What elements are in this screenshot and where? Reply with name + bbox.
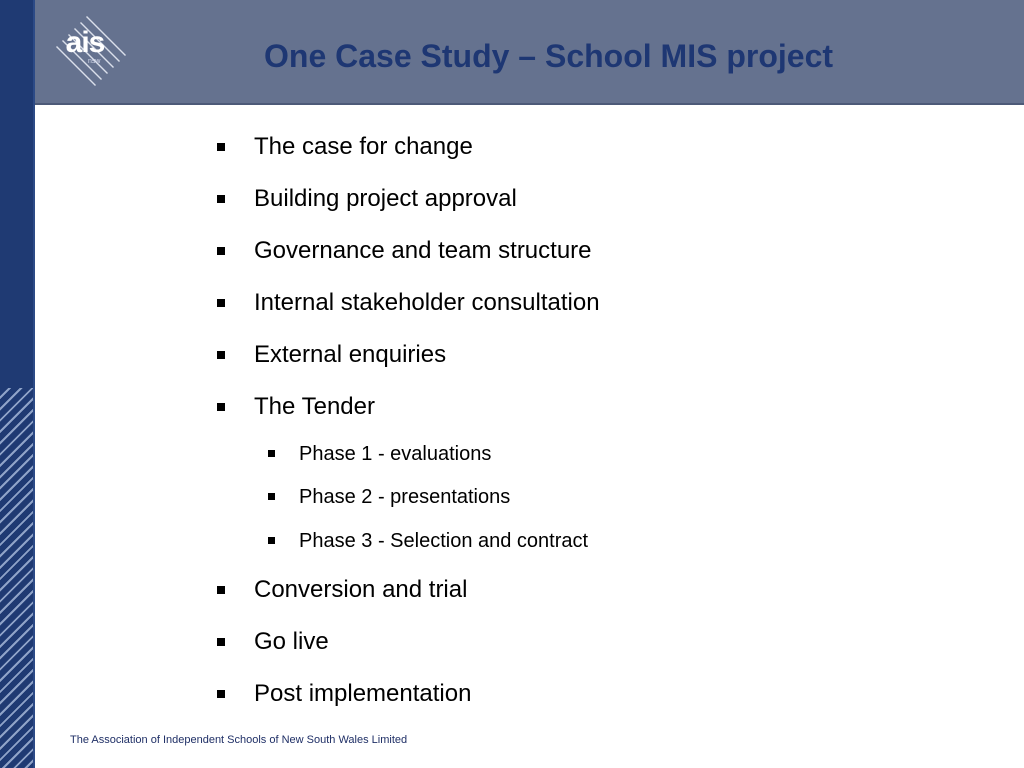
bullet-text: Phase 1 - evaluations [299, 443, 492, 465]
left-bar-stripes [0, 388, 35, 768]
left-accent-bar [0, 0, 35, 768]
sub-bullet-item-phase-2 [299, 484, 510, 510]
square-bullet-icon [217, 403, 225, 411]
bullet-text: Governance and team structure [254, 237, 592, 264]
sub-bullet-item-phase-3 [299, 528, 588, 554]
square-bullet-icon [217, 143, 225, 151]
bullet-text: Internal stakeholder consultation [254, 289, 600, 316]
square-bullet-icon [217, 247, 225, 255]
bullet-item-tender [254, 392, 375, 422]
bullet-item-conversion-trial [254, 575, 467, 605]
bullet-item-go-live [254, 627, 329, 657]
sub-bullet-item-phase-1 [299, 441, 491, 467]
square-bullet-icon [268, 450, 275, 457]
bullet-text: External enquiries [254, 341, 447, 368]
slide-title: One Case Study – School MIS project [264, 38, 834, 74]
square-bullet-icon [268, 493, 275, 500]
square-bullet-icon [217, 690, 225, 698]
header-divider [35, 103, 1024, 105]
bullet-text: Post implementation [254, 680, 472, 707]
square-bullet-icon [268, 537, 275, 544]
footer-organization-name: The Association of Independent Schools of New South Wales Limited [70, 734, 408, 746]
logo-text: ais [65, 26, 105, 59]
square-bullet-icon [217, 195, 225, 203]
logo-subtext: nsw [88, 58, 101, 65]
left-bar-edge [33, 0, 35, 768]
square-bullet-icon [217, 586, 225, 594]
bullet-text: Conversion and trial [254, 576, 468, 603]
bullet-item-project-approval [254, 184, 517, 214]
square-bullet-icon [217, 299, 225, 307]
bullet-item-stakeholder-consultation [254, 288, 600, 318]
bullet-item-case-for-change [254, 132, 473, 162]
bullet-text: Phase 2 - presentations [299, 486, 511, 508]
bullet-text: The Tender [254, 393, 375, 420]
bullet-item-external-enquiries [254, 340, 446, 370]
bullet-text: The case for change [254, 133, 473, 160]
bullet-text: Phase 3 - Selection and contract [299, 530, 589, 552]
bullet-text: Building project approval [254, 185, 517, 212]
bullet-item-post-implementation [254, 679, 471, 709]
bullet-text: Go live [254, 628, 329, 655]
bullet-item-governance [254, 236, 592, 266]
square-bullet-icon [217, 638, 225, 646]
square-bullet-icon [217, 351, 225, 359]
